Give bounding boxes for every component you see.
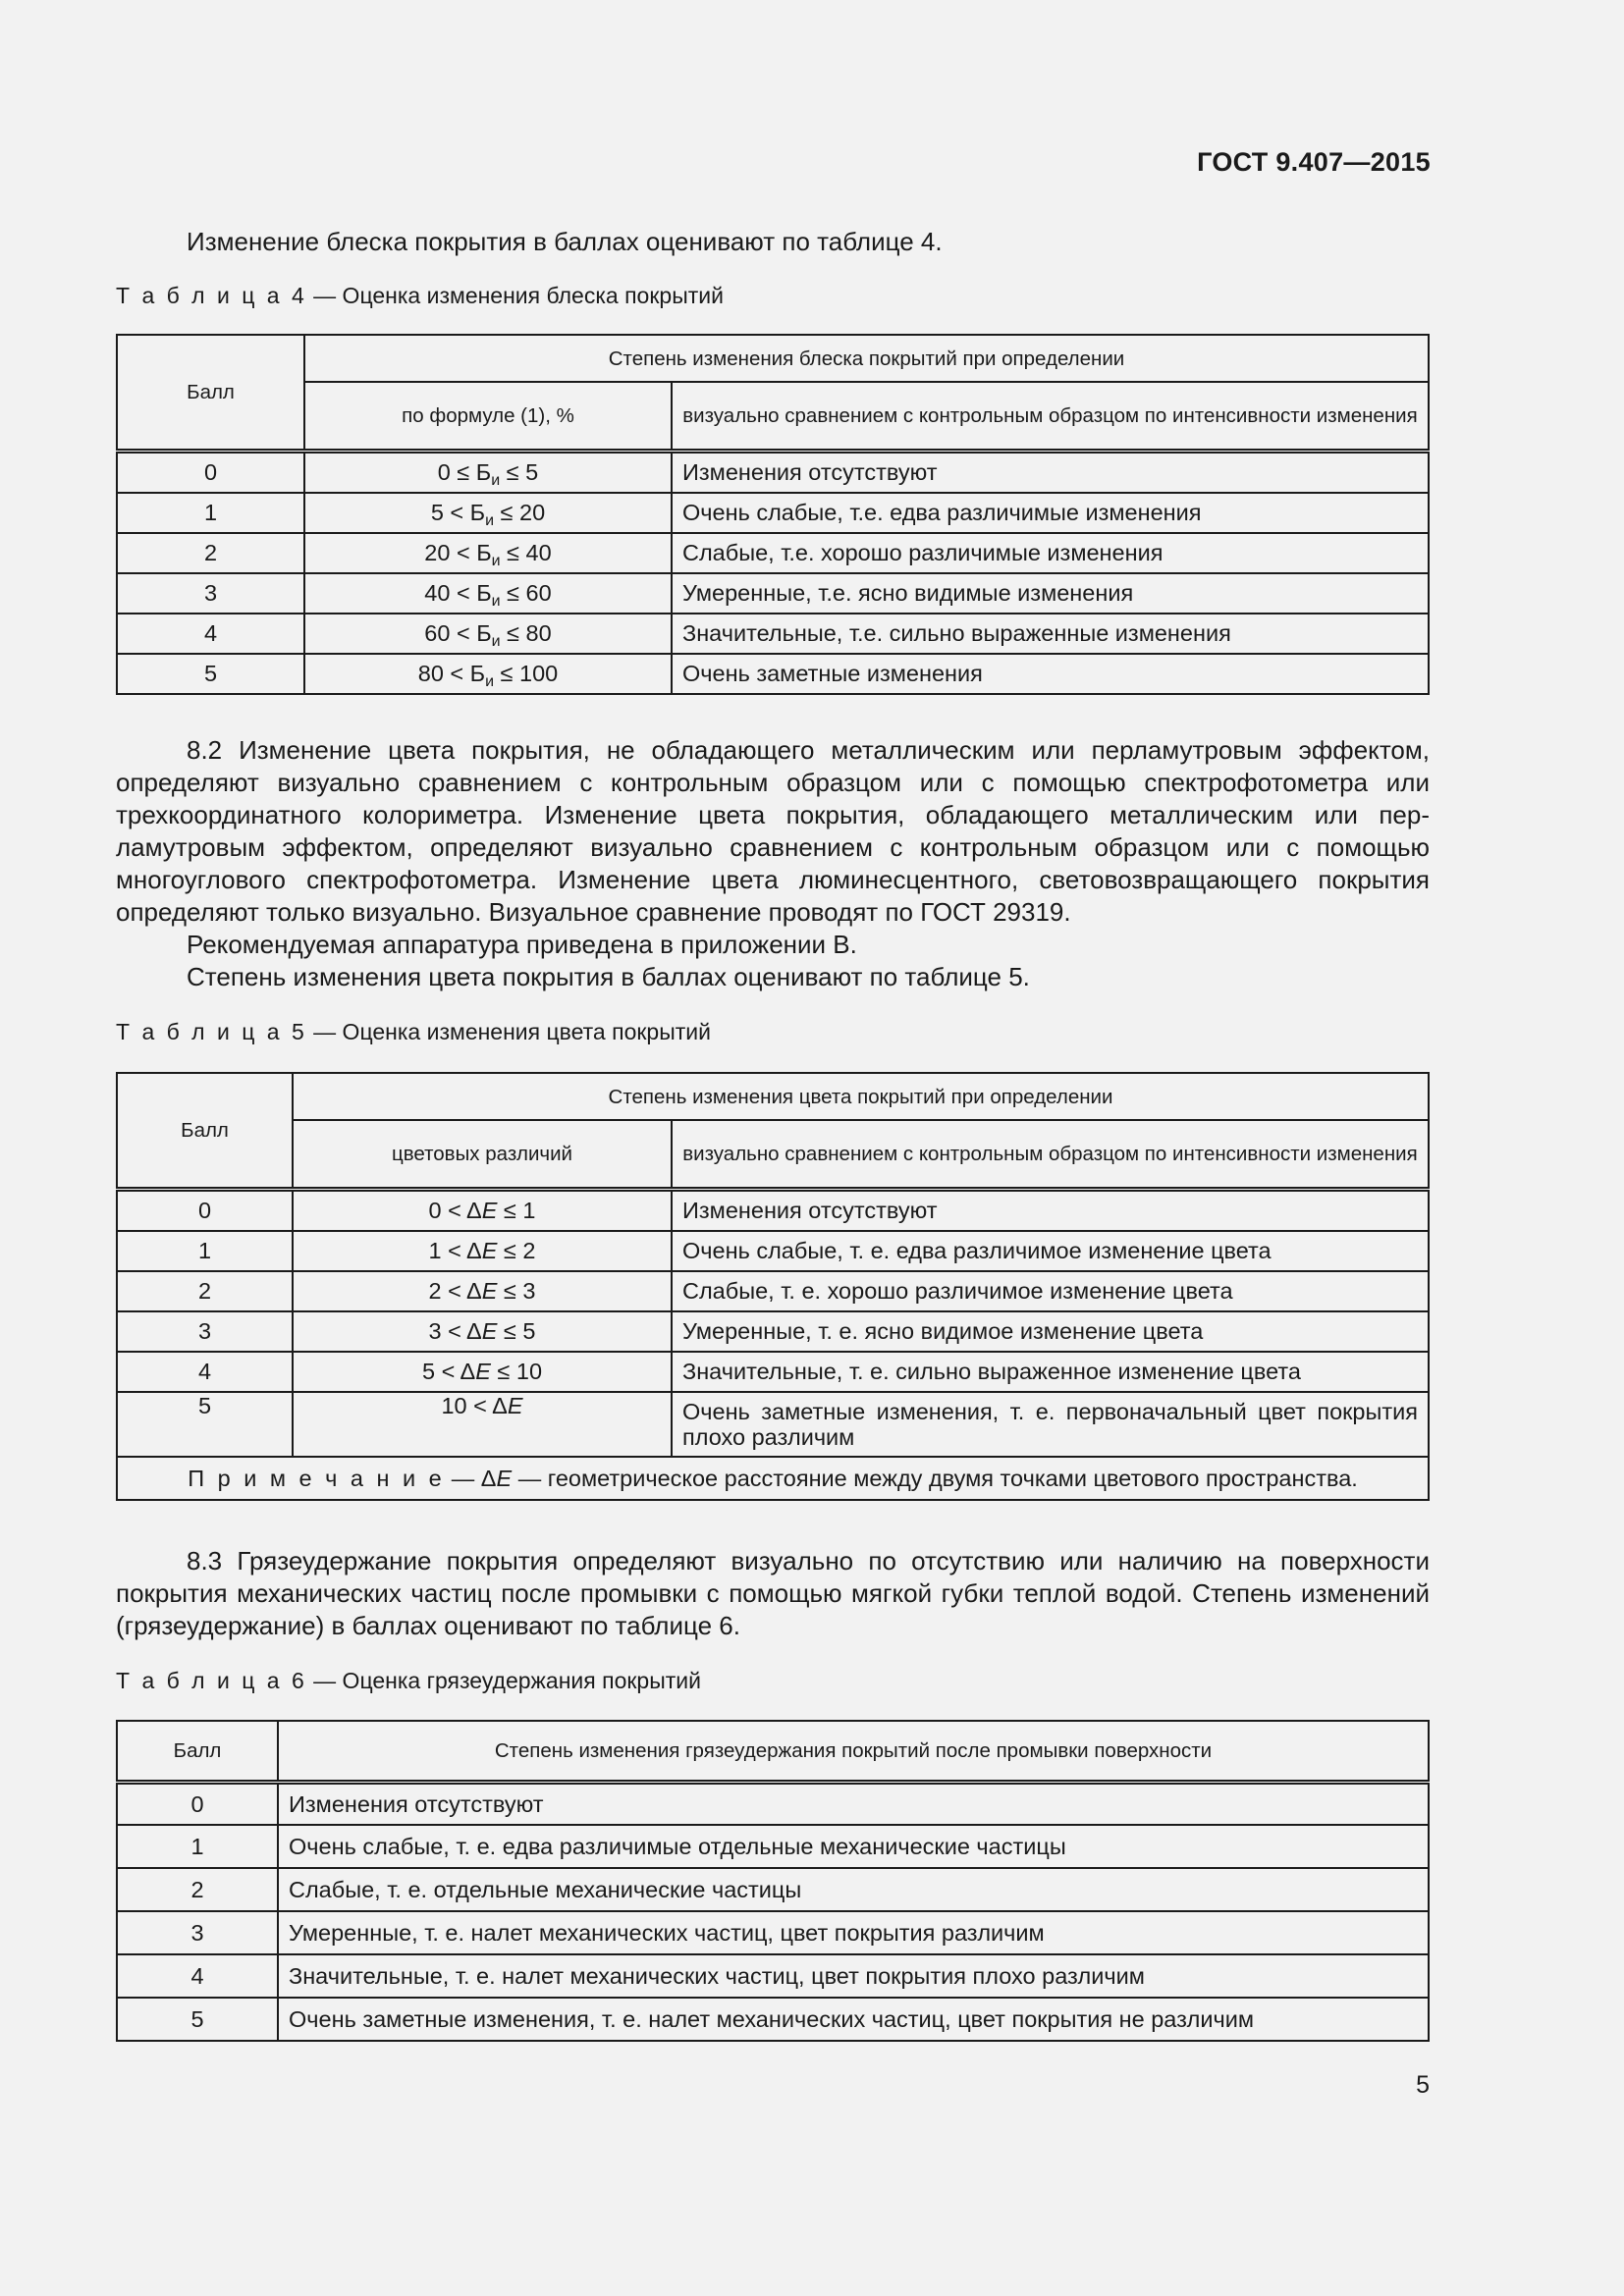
color-diff-cell <box>293 1311 672 1352</box>
score-cell: 0 <box>117 1189 293 1231</box>
formula-upper: ≤ 100 <box>494 661 559 686</box>
score-cell: 5 <box>117 654 304 694</box>
diff-lower: 1 < Δ <box>428 1238 482 1263</box>
section-8-2-paragraph-3: Степень изменения цвета покрытия в баллах оценивают по таблице 5. <box>187 962 1030 991</box>
table5-caption-title: — Оценка изменения цвета покрытий <box>306 1019 711 1044</box>
score-cell: 1 <box>117 1825 278 1868</box>
formula-upper: ≤ 40 <box>500 540 552 565</box>
table-row <box>117 1392 1429 1457</box>
table4-header-formula: по формуле (1), % <box>304 382 672 451</box>
table4-caption-prefix: Т а б л и ц а 4 <box>116 283 307 308</box>
description-cell: Очень слабые, т. е. едва различимое изменение цвета <box>672 1231 1429 1271</box>
formula-lower: 40 < Б <box>424 580 492 606</box>
table-row <box>117 1998 1429 2041</box>
formula-subscript: и <box>491 593 501 610</box>
formula-cell <box>304 533 672 573</box>
color-diff-cell <box>293 1271 672 1311</box>
formula-upper: ≤ 60 <box>500 580 552 606</box>
diff-lower: 2 < Δ <box>428 1278 482 1304</box>
section-8-2-paragraph-1: 8.2 Изменение цвета покрытия, не обладающего металлическим или перламутровым эффектом, определяют визуально сравнением с контрольным образцом или с помощью спектрофотометра или трехкоординатного колориметра. Изменение цвета покрытия, обладающего металлическим или перламутровым эффектом, определяют визуально сравнением с контрольным образцом или с помощью многоуглового спектрофотометра. Изменение цвета люминесцентного, световозвращающего покрытия определяют только визуально. Визуальное сравнение проводят по ГОСТ 29319. <box>116 735 1430 927</box>
table6-caption-prefix: Т а б л и ц а 6 <box>116 1668 307 1693</box>
formula-cell <box>304 614 672 654</box>
description-cell: Слабые, т. е. отдельные механические частицы <box>278 1868 1429 1911</box>
table5-note-text: — геометрическое расстояние между двумя точками цветового пространства. <box>512 1465 1358 1491</box>
table-row <box>117 1825 1429 1868</box>
description-cell: Изменения отсутствуют <box>672 1189 1429 1231</box>
score-cell: 4 <box>117 1954 278 1998</box>
table6-caption-title: — Оценка грязеудержания покрытий <box>306 1668 701 1693</box>
diff-var: E <box>481 1238 498 1263</box>
table-row <box>117 533 1429 573</box>
diff-lower: 0 < Δ <box>428 1198 482 1223</box>
table5-note-var: E <box>496 1465 513 1491</box>
score-cell: 0 <box>117 1782 278 1825</box>
diff-upper: ≤ 5 <box>497 1318 536 1344</box>
table-row <box>117 1271 1429 1311</box>
formula-cell <box>304 451 672 493</box>
score-cell: 4 <box>117 1352 293 1392</box>
diff-var: E <box>481 1278 498 1304</box>
table-row <box>117 1954 1429 1998</box>
formula-lower: 80 < Б <box>417 661 486 686</box>
section-8-3 <box>116 1545 1430 1642</box>
diff-var: E <box>481 1318 498 1344</box>
description-cell: Слабые, т. е. хорошо различимое изменение цвета <box>672 1271 1429 1311</box>
intro-paragraph: Изменение блеска покрытия в баллах оценивают по таблице 4. <box>187 227 943 256</box>
description-cell: Очень заметные изменения, т. е. налет механических частиц, цвет покрытия не различим <box>278 1998 1429 2041</box>
description-cell: Значительные, т.е. сильно выраженные изменения <box>672 614 1429 654</box>
score-cell: 3 <box>117 573 304 614</box>
table-row <box>117 1868 1429 1911</box>
formula-upper: ≤ 5 <box>500 459 539 485</box>
table6-caption <box>116 1668 1430 1694</box>
table-row <box>117 1189 1429 1231</box>
score-cell: 1 <box>117 1231 293 1271</box>
table5-header-visual: визуально сравнением с контрольным образцом по интенсивности изменения <box>672 1120 1429 1189</box>
section-8-2 <box>116 734 1430 993</box>
table4-header-group: Степень изменения блеска покрытий при определении <box>304 335 1429 382</box>
score-cell: 3 <box>117 1911 278 1954</box>
table4 <box>116 334 1430 695</box>
table-row <box>117 573 1429 614</box>
table-row <box>117 493 1429 533</box>
score-cell: 0 <box>117 451 304 493</box>
table-row <box>117 654 1429 694</box>
table5-caption-prefix: Т а б л и ц а 5 <box>116 1019 307 1044</box>
diff-var: E <box>507 1392 523 1418</box>
table6-header-score: Балл <box>117 1721 278 1782</box>
table-row <box>117 1352 1429 1392</box>
table-row <box>117 1782 1429 1825</box>
section-8-2-paragraph-2: Рекомендуемая аппаратура приведена в приложении В. <box>187 930 857 959</box>
formula-upper: ≤ 20 <box>494 500 546 525</box>
color-diff-cell <box>293 1392 672 1457</box>
table5-header-group: Степень изменения цвета покрытий при определении <box>293 1073 1429 1120</box>
table5-header-diff: цветовых различий <box>293 1120 672 1189</box>
description-cell: Изменения отсутствуют <box>278 1782 1429 1825</box>
diff-lower: 3 < Δ <box>428 1318 482 1344</box>
color-diff-cell <box>293 1231 672 1271</box>
description-cell: Очень заметные изменения <box>672 654 1429 694</box>
table4-header-score: Балл <box>117 335 304 451</box>
document-code: ГОСТ 9.407—2015 <box>1197 147 1431 177</box>
formula-cell <box>304 573 672 614</box>
description-cell: Значительные, т. е. сильно выраженное изменение цвета <box>672 1352 1429 1392</box>
diff-lower: 10 < Δ <box>441 1392 508 1418</box>
description-cell: Умеренные, т. е. ясно видимое изменение цвета <box>672 1311 1429 1352</box>
table-row <box>117 1231 1429 1271</box>
formula-lower: 20 < Б <box>424 540 492 565</box>
formula-subscript: и <box>485 673 495 690</box>
table5-caption <box>116 1019 1430 1045</box>
section-8-3-paragraph: 8.3 Грязеудержание покрытия определяют визуально по отсутствию или наличию на поверхности покрытия механических частиц после промывки с помощью мягкой губки теплой водой. Степень изменений (грязеудержание) в баллах оценивают по таблице 6. <box>116 1546 1430 1640</box>
diff-var: E <box>481 1198 498 1223</box>
formula-subscript: и <box>491 633 501 650</box>
formula-cell <box>304 654 672 694</box>
table-row <box>117 451 1429 493</box>
table5-note-label: П р и м е ч а н и е <box>188 1465 446 1491</box>
description-cell: Изменения отсутствуют <box>672 451 1429 493</box>
description-cell: Слабые, т.е. хорошо различимые изменения <box>672 533 1429 573</box>
diff-var: E <box>475 1359 491 1384</box>
formula-subscript: и <box>485 512 495 529</box>
score-cell: 2 <box>117 1868 278 1911</box>
formula-lower: 0 ≤ Б <box>437 459 492 485</box>
color-diff-cell <box>293 1189 672 1231</box>
score-cell: 5 <box>117 1392 293 1457</box>
description-cell: Умеренные, т.е. ясно видимые изменения <box>672 573 1429 614</box>
score-cell: 2 <box>117 1271 293 1311</box>
table5-note <box>117 1457 1429 1500</box>
table4-caption <box>116 283 1430 309</box>
formula-lower: 60 < Б <box>424 620 492 646</box>
table-row <box>117 1911 1429 1954</box>
description-cell: Умеренные, т. е. налет механических частиц, цвет покрытия различим <box>278 1911 1429 1954</box>
score-cell: 4 <box>117 614 304 654</box>
table4-header-visual: визуально сравнением с контрольным образцом по интенсивности изменения <box>672 382 1429 451</box>
color-diff-cell <box>293 1352 672 1392</box>
page-number: 5 <box>1416 2071 1430 2099</box>
score-cell: 2 <box>117 533 304 573</box>
description-cell: Очень заметные изменения, т. е. первоначальный цвет покрытия плохо различим <box>672 1392 1429 1457</box>
table-row <box>117 614 1429 654</box>
diff-lower: 5 < Δ <box>421 1359 476 1384</box>
formula-cell <box>304 493 672 533</box>
score-cell: 3 <box>117 1311 293 1352</box>
formula-subscript: и <box>491 472 501 489</box>
table5 <box>116 1072 1430 1501</box>
table5-note-dash: — Δ <box>445 1465 497 1491</box>
diff-upper: ≤ 2 <box>497 1238 536 1263</box>
score-cell: 5 <box>117 1998 278 2041</box>
table-row <box>117 1311 1429 1352</box>
table4-caption-title: — Оценка изменения блеска покрытий <box>306 283 724 308</box>
description-cell: Очень слабые, т.е. едва различимые изменения <box>672 493 1429 533</box>
diff-upper: ≤ 1 <box>497 1198 536 1223</box>
table6 <box>116 1720 1430 2042</box>
score-cell: 1 <box>117 493 304 533</box>
formula-upper: ≤ 80 <box>500 620 552 646</box>
table5-header-score: Балл <box>117 1073 293 1189</box>
formula-subscript: и <box>491 553 501 569</box>
table6-header-desc: Степень изменения грязеудержания покрытий после промывки поверхности <box>278 1721 1429 1782</box>
description-cell: Очень слабые, т. е. едва различимые отдельные механические частицы <box>278 1825 1429 1868</box>
diff-upper: ≤ 10 <box>490 1359 543 1384</box>
description-cell: Значительные, т. е. налет механических частиц, цвет покрытия плохо различим <box>278 1954 1429 1998</box>
diff-upper: ≤ 3 <box>497 1278 536 1304</box>
formula-lower: 5 < Б <box>430 500 486 525</box>
